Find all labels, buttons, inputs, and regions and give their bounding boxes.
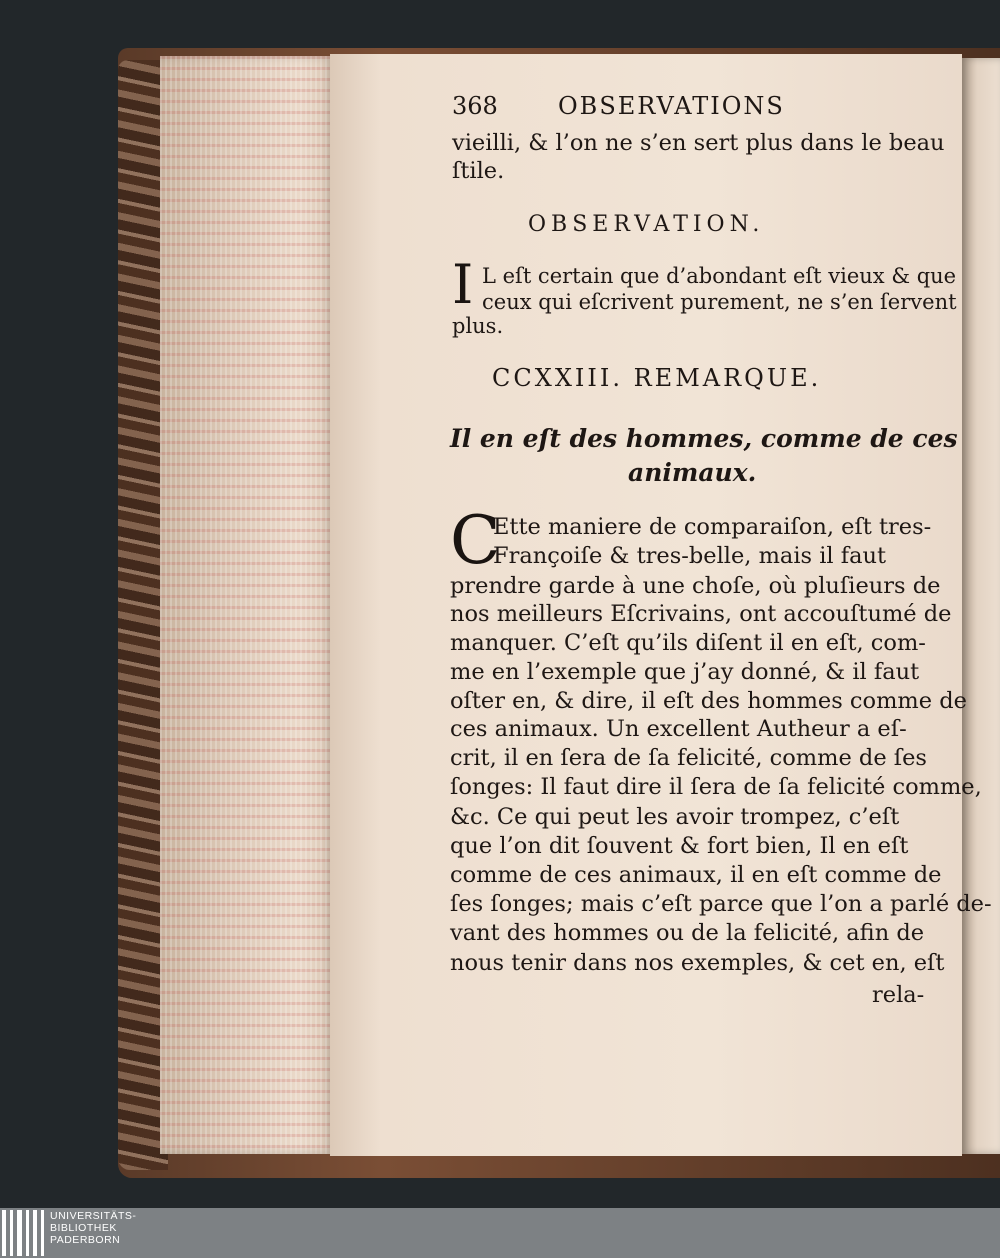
page-edges — [160, 56, 335, 1154]
logo-text-line2: BIBLIOTHEK — [50, 1222, 117, 1234]
text-line: ſes ſonges; mais c’eſt parce que l’on a parlé de- — [450, 891, 992, 917]
text-line: que l’on dit ſouvent & fort bien, Il en eſt — [450, 833, 909, 859]
observation-heading: OBSERVATION. — [528, 212, 765, 237]
running-title: OBSERVATIONS — [558, 92, 785, 120]
page-number: 368 — [452, 92, 498, 120]
text-line: Françoiſe & tres-belle, mais il faut — [493, 543, 887, 569]
text-line: me en l’exemple que j’ay donné, & il faut — [450, 659, 920, 685]
text-line: &c. Ce qui peut les avoir trompez, c’eſt — [450, 804, 900, 830]
text-line: nos meilleurs Eſcrivains, ont accouſtumé de — [450, 601, 952, 627]
text-line: ſonges: Il faut dire il ſera de ſa felicité comme, — [450, 774, 982, 800]
text-line: comme de ces animaux, il en eſt comme de — [450, 862, 942, 888]
text-line: L eſt certain que d’abondant eſt vieux & que — [482, 264, 957, 288]
body-initial: C — [450, 502, 501, 579]
subtitle-line: animaux. — [628, 458, 757, 487]
text-line: crit, il en ſera de ſa felicité, comme de ſes — [450, 745, 927, 771]
text-line: manquer. C’eſt qu’ils diſent il en eſt, com- — [450, 630, 926, 656]
catchword: rela- — [872, 982, 925, 1008]
remarque-heading: CCXXIII. REMARQUE. — [492, 364, 822, 392]
text-line: oſter en, & dire, il eſt des hommes comme de — [450, 688, 967, 714]
subtitle-line: Il en eſt des hommes, comme de ces — [450, 424, 958, 453]
footer-bar — [0, 1208, 1000, 1258]
text-line: ceux qui eſcrivent purement, ne s’en ſervent — [482, 290, 957, 314]
text-line: vieilli, & l’on ne s’en sert plus dans le beau — [452, 130, 945, 156]
text-line: prendre garde à une choſe, où pluſieurs de — [450, 573, 941, 599]
observation-initial: I — [452, 253, 474, 316]
text-line: vant des hommes ou de la felicité, afin de — [450, 920, 925, 946]
text-line: ces animaux. Un excellent Autheur a eſ- — [450, 716, 907, 742]
text-line: Ette maniere de comparaiſon, eſt tres- — [493, 514, 932, 540]
text-line: ſtile. — [452, 158, 505, 184]
logo-text-line3: PADERBORN — [50, 1234, 121, 1246]
facing-page-edge — [962, 58, 1000, 1154]
text-line: plus. — [452, 314, 504, 338]
logo-text-line1: UNIVERSITÄTS- — [50, 1210, 137, 1222]
text-line: nous tenir dans nos exemples, & cet en, eſt — [450, 950, 945, 976]
